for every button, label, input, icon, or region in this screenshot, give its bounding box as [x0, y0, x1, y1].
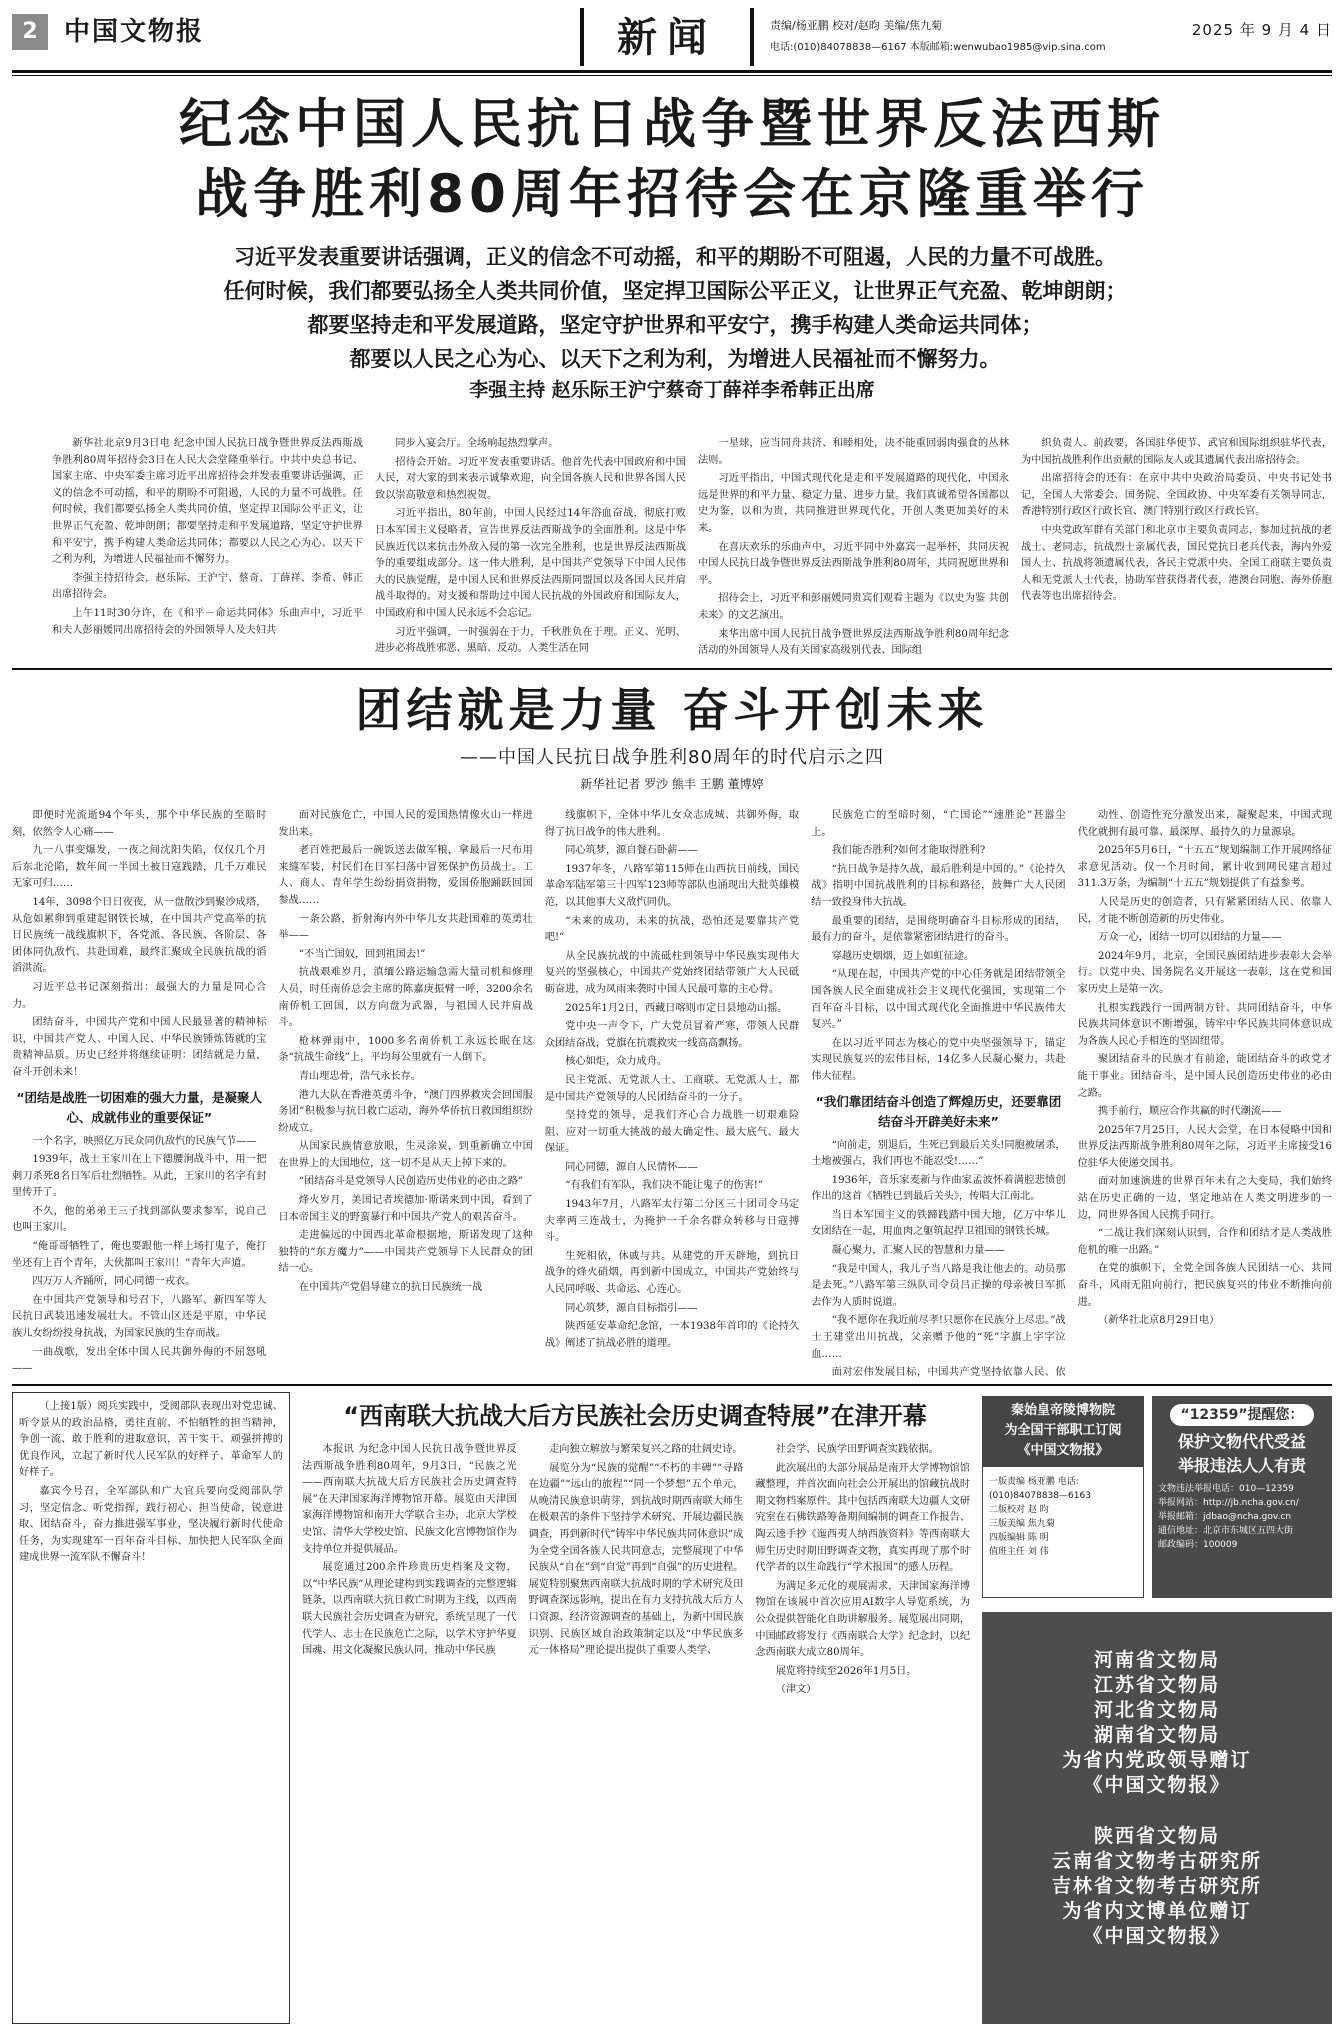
paragraph: 从全民族抗战的中流砥柱到领导中华民族实现伟大复兴的坚强核心，中国共产党始终团结带领广大人民砥砺奋进，成为凤雨来袭时中国人民最可靠的主心骨。	[544, 950, 800, 995]
paragraph: 凝心聚力，汇聚人民的智慧和力量——	[831, 1245, 1005, 1257]
paragraph: “抗日战争是持久战，最后胜利是中国的。”《论持久战》指明中国抗战胜利的目标和路径，鼓舞广大人民团结一致投身伟大抗战。	[811, 863, 1066, 908]
side-story-paragraph: 嘉宾今号召，全军部队和广大官兵要向受阅部队学习，坚定信念、听党指挥，践行初心、担当使命，锐意进取、团结奋斗，奋力推进强军事业，坚决履行新时代使命任务，为实现建军一百年奋斗目标、加快把人民军队全面建成世界一流军队不懈奋斗！	[19, 1485, 283, 1564]
editors-line: 责编/杨亚鹏 校对/赵昀 美编/焦九菊	[770, 19, 943, 32]
paragraph: “二战让我们深刻认识到，合作和团结才是人类战胜危机的唯一出路。”	[1077, 1228, 1333, 1256]
paragraph: 在中国共产党领导和号召下，八路军、新四军等人民抗日武装迅速发展壮大。不管山区还是平原，中华民族儿女纷纷投身抗战，为国家民族的生存而战。	[12, 1294, 267, 1340]
ad-staff-line: 三版美编 焦九菊	[989, 1519, 1055, 1529]
bureau-line: 陕西省文物局	[1093, 1825, 1220, 1847]
exhibit-body	[302, 1442, 970, 2024]
paragraph: 港九大队在香港英勇斗争，“澳门四界救灾会回国服务团”积极参与抗日救亡运动，海外华侨抗日救国组织纷纷成立。	[278, 1089, 533, 1134]
lead-column	[375, 436, 686, 658]
paragraph: 万众一心，团结一切可以团结的力量——	[1098, 932, 1282, 944]
paragraph: 青山埋忠骨，浩气永长存。	[298, 1070, 422, 1082]
ad-org: 秦始皇帝陵博物院	[1010, 1403, 1115, 1418]
bureau-line: 河北省文物局	[1093, 1699, 1220, 1721]
paragraph: 聚团结奋斗的民族才有前途，能团结奋斗的政党才能干事业。团结奋斗，是中国人民创造历史伟业的必由之路。	[1077, 1054, 1333, 1099]
paragraph: 习近平强调，一时强弱在于力，千秋胜负在于理。正义、光明、进步必将战胜邪恶、黑暗、反动。人类生活在同	[375, 626, 686, 655]
paragraph: 1936年，音乐家麦新与作曲家孟波怀着满腔悲愤创作出的这首《牺牲已到最后关头》，传唱大江南北。	[811, 1174, 1066, 1203]
paragraph: 2025年7月25日，人民大会堂，在日本侵略中国和世界反法西斯战争胜利80周年之际，习近平主席接受16位驻华大使递交国书。	[1077, 1124, 1333, 1169]
exhibit-headline: “西南联大抗战大后方民族社会历史调查特展”在津开幕	[343, 1402, 927, 1430]
paragraph: “向前走，别退后，生死已到最后关头!同胞被屠杀，土地被强占，我们再也不能忍受!……”	[811, 1139, 1066, 1168]
paragraph: 民族危亡的至暗时刻，“亡国论”“速胜论”甚嚣尘上。	[811, 810, 1066, 838]
rule	[12, 70, 1332, 73]
paragraph: 展览分为“民族的觉醒”“不朽的丰碑”“寻路在边疆”“远山的旅程”“同一个梦想”五个单元，从晚清民族意识萌芽，到抗战时期西南联大师生在极艰苦的条件下坚持学术研究、开展边疆民族调查，再到新时代“铸牢中华民族共同体意识”成为全党全国各族人民共同意志，完整展现了中华民族从“自在”到“自觉”再到“自强”的历史进程。展览特别聚焦西南联大抗战时期的学术研究及田野调查深远影响，提出在有力支持抗战大后方人口资源、经济资源调查的基础上，为新中国民族识别、民族区域自治政策制定以及“中华民族多元一体格局”理论提出提供了重要人类学、	[528, 1462, 744, 1657]
paper-name: 中国文物报	[64, 17, 205, 47]
paragraph: （新华社北京8月29日电）	[1098, 1315, 1220, 1327]
paragraph: 团结奋斗，中国共产党和中国人民最显著的精神标识，中国共产党人、中国人民、中华民族锤炼铸就的宝贵精神品质。历史已经并将继续证明：团结就是力量，奋斗开创未来！	[12, 1017, 267, 1078]
exhibit-column	[529, 1442, 744, 2024]
paragraph: 在党的旗帜下，全党全国各族人民团结一心、共同奋斗，风雨无阻向前行，把民族复兴的伟业不断推向前进。	[1077, 1263, 1333, 1308]
paragraph: 14年，3098个日日夜夜，从一盘散沙到聚沙成塔，从危如累卵到重建起钢铁长城，在中国共产党高举的抗日民族统一战线旗帜下，各党派、各民族、各阶层、各团体同仇敌忾、共赴国难，最终汇聚成全民族抗战的滔滔洪流。	[12, 896, 267, 975]
paragraph: 李强主持招待会，赵乐际、王沪宁、蔡奇、丁薛祥、李希、韩正出席招待会。	[52, 572, 363, 601]
feature-column	[545, 808, 799, 1378]
divider	[580, 8, 584, 66]
hotline-ad	[1152, 1396, 1332, 1598]
paragraph: 出席招待会的还有：在京中共中央政治局委员、中央书记处书记，全国人大常委会、国务院、全国政协、中央军委有关领导同志，香港特别行政区行政长官、澳门特别行政区行政长官。	[1021, 473, 1332, 518]
ad-staff-line: 一版责编 杨亚鹏 电话:(010)84078838—6163	[989, 1477, 1091, 1501]
hotline-title: “12359”提醒您：	[1170, 1404, 1313, 1426]
ad-staff-line: 二版校对 赵 昀	[989, 1505, 1049, 1515]
paragraph: 同心筑梦，源自餐石卧薪——	[565, 845, 698, 857]
bureau-line: 《中国文物报》	[1083, 1774, 1231, 1796]
paragraph: 一曲战歌，发出全体中国人民共御外侮的不屈怒吼——	[12, 1346, 267, 1375]
ad-staff-line: 值班主任 刘 伟	[989, 1547, 1049, 1557]
paragraph: 中央党政军群有关部门和北京市主要负责同志，参加过抗战的老战士、老同志，抗战烈士亲属代表，国民党抗日老兵代表，海内外爱国人士、抗战将领遗属代表，各民主党派中央、全国工商联主要负责人和无党派人士代表，协助军营获得者代表，港澳台同胞、海外侨胞代表等也出席招待会。	[1021, 524, 1332, 603]
subhead-line: 都要以人民之心为心、以天下之利为利，为增进人民福祉而不懈努力。	[349, 347, 1001, 371]
paragraph: 老百姓把最后一碗饭送去做军粮，拿最后一尺布用来缝军装，村民们在日军扫荡中冒死保护伤员战士。工人、商人、青年学生纷纷捐资捐物，爱国侨胞踊跃回国参战……	[278, 845, 533, 906]
paragraph: 一星球，应当同舟共济、和睦相处，决不能重回弱肉强食的丛林法则。	[698, 438, 1009, 466]
paragraph: 不久，他的弟弟王三子找到部队要求参军，说自己也叫王家川。	[12, 1205, 267, 1234]
paragraph: 展览通过200余件珍贵历史档案及文物，以“中华民族”从理论建构到实践调查的完整逻辑链条，以西南联大抗日救亡时期为主线，以西南联大民族社会历史调查为研究，系统呈现了一代代学人、志士在民族危亡之际，以学术守护华夏国魂、用文化凝聚民族认同，推动中华民族	[302, 1562, 517, 1657]
paragraph: 携手前行，顺应合作共赢的时代潮流——	[1098, 1106, 1282, 1118]
paragraph: 人民是历史的创造者，只有紧紧团结人民、依靠人民，才能不断创造新的历史伟业。	[1077, 896, 1333, 925]
issue-date: 2025 年 9 月 4 日	[1191, 21, 1332, 39]
paragraph: 抗战艰难岁月，滇缅公路运输急需大量司机和修理人员，时任南侨总会主席的陈嘉庚振臂一呼，3200余名南侨机工回国，以方向盘为武器，与祖国人民并肩战斗。	[278, 967, 533, 1029]
paragraph: 1943年7月，八路军太行第二分区三十团司令马定夫率两三连战士，为掩护一千余名群众转移与日寇搏斗。	[544, 1199, 800, 1244]
hotline-detail: 文物违法举报电话：010—12359	[1158, 1484, 1294, 1494]
side-story	[12, 1392, 290, 2024]
paragraph: 我们能否胜利?如何才能取得胜利?	[831, 845, 986, 857]
feature-subtitle: ——中国人民抗日战争胜利80周年的时代启示之四	[460, 747, 884, 768]
lead-column	[52, 436, 363, 658]
hotline-detail: 邮政编码：100009	[1158, 1540, 1238, 1550]
divider	[750, 8, 754, 66]
subscription-ad	[982, 1396, 1144, 1598]
lead-column	[1021, 436, 1332, 658]
paragraph: 习近平总书记深刻指出：最强大的力量是同心合力。	[12, 981, 267, 1010]
paragraph: 展览将持续至2026年1月5日。	[775, 1665, 917, 1677]
paragraph: 民主党派、无党派人士、工商联、无党派人士，都是中国共产党领导的人民团结奋斗的一分子。	[544, 1074, 800, 1103]
paragraph: 习近平指出，80年前，中国人民经过14年浴血奋战，彻底打败日本军国主义侵略者，宣告世界反法西斯战争的全面胜利。这是中华民族近代以来抗击外敌入侵的第一次完全胜利，也是世界反法西斯战争的重要组成部分。这一伟大胜利，是中国共产党领导下中国人民伟大的民族觉醒，是中国人民和世界反法西斯同盟国以及各国人民并肩战斗取得的。对支援和帮助过中国人民抗战的外国政府和国际友人，中国政府和中国人民永远不会忘记。	[375, 508, 686, 619]
exhibit-column	[302, 1442, 517, 2024]
exhibit-column	[755, 1442, 970, 2024]
hotline-detail: 通信地址：北京市东城区五四大街	[1158, 1526, 1294, 1536]
paragraph: 当日本军国主义的铁蹄践踏中国大地，亿万中华儿女团结在一起，用血肉之躯筑起捍卫祖国的钢铁长城。	[811, 1209, 1066, 1238]
paragraph: 从国家民族情意放眼，生灵涂炭，到重新确立中国在世界上的大国地位，这一切不是从天上掉下来的。	[278, 1141, 533, 1169]
paragraph: 1937年冬，八路军第115师在山西抗日前线，国民革命军陆军第三十四军123师等部队也涌现出大批英雄模范，以其他事大义敌忾同仇。	[544, 863, 800, 908]
paragraph: 本报讯 为纪念中国人民抗日战争暨世界反法西斯战争胜利80周年，9月3日，“民族之光——西南联大抗战大后方民族社会历史调查特展”在天津国家海洋博物馆开幕。展览由天津国家海洋博物馆和南开大学联合主办，北京大学校史馆、清华大学校史馆、民族文化宫博物馆作为支持单位并提供展品。	[302, 1444, 517, 1555]
contact-line: 电话:(010)84078838—6167 本版邮箱:wenwubao1985@vip.sina.com	[770, 42, 1106, 53]
paragraph: 穿越历史烟烟，迈上如虹征途。	[831, 950, 975, 962]
masthead	[12, 14, 1332, 64]
hotline-detail: 举报网站：http://jb.ncha.gov.cn/	[1158, 1498, 1299, 1508]
headline-line: 战争胜利80周年招待会在京隆重举行	[195, 164, 1149, 225]
lead-body	[52, 436, 1332, 658]
paragraph: 枪林弹雨中，1000多名南侨机工永远长眠在这条“抗战生命线”上，平均每公里就有一人倒下。	[278, 1035, 533, 1064]
paragraph: “我不愿你在我近前尽孝!只愿你在民族分上尽忠。”战士王建堂出川抗战，父亲赠予他的“死”字旗上字字泣血……	[811, 1315, 1066, 1360]
paragraph: 来华出席中国人民抗日战争暨世界反法西斯战争胜利80周年纪念活动的外国领导人及有关国家高级别代表、国际组	[698, 628, 1009, 657]
subhead-line: 都要坚持走和平发展道路，坚定守护世界和平安宁，携手构建人类命运共同体；	[307, 313, 1043, 337]
paragraph: “不当亡国奴，回到祖国去!”	[298, 948, 426, 960]
paragraph: 最重要的团结，是围绕明确奋斗目标形成的团结，最有力的奋斗，是依靠紧密团结进行的奋斗。	[811, 915, 1066, 944]
rule	[12, 668, 1332, 670]
bureau-line: 吉林省文物考古研究所	[1051, 1875, 1262, 1897]
lead-column	[698, 436, 1009, 658]
feature-column	[811, 808, 1065, 1378]
paragraph: 一条公路，折射海内外中华儿女共赴国难的英勇壮举——	[278, 913, 533, 942]
paragraph: 织负责人、前政要，各国驻华使节、武官和国际组织驻华代表，为中国抗战胜利作出贡献的国际友人或其遗属代表出席招待会。	[1021, 438, 1332, 466]
paragraph: 走向独立解放与繁荣复兴之路的壮阔史诗。	[549, 1444, 743, 1455]
paragraph: 生死相依，休戚与共。从建党的开天辟地，到抗日战争的烽火硝烟，再到新中国成立，中国共产党始终与人民同呼吸、共命运、心连心。	[544, 1250, 800, 1296]
side-story-intro: （上接1版）阅兵实践中，受阅部队表现出对党忠诚、听令景从的政治品格，勇往直前、不怕牺牲的担当精神，争创一流、敢于胜利的进取意识，苦干实干、顽强拼搏的优良作风，立起了新时代人民军队的好样子、革命军人的好样子。	[19, 1401, 283, 1479]
feature-body	[12, 808, 1332, 1378]
paragraph: 即便时光流逝94个年头，那个中华民族的至暗时刻，依然令人心痛——	[12, 810, 267, 838]
ad-line: 《中国文物报》	[1017, 1443, 1109, 1458]
paragraph: “我是中国人，我儿子当八路是我让他去的。动员那是去死。”八路军第三纵队司令员吕正操的母亲被日军抓去作为人质时说道。	[811, 1263, 1066, 1308]
paragraph: 新华社北京9月3日电 纪念中国人民抗日战争暨世界反法西斯战争胜利80周年招待会3日在人民大会堂隆重举行。中共中央总书记、国家主席、中央军委主席习近平出席招待会并发表重要讲话强调，正义的信念不可动摇，和平的期盼不可阻遏，人民的力量不可战胜。任何时候，我们都要弘扬全人类共同价值，坚定捍卫国际公平正义，让世界正气充盈、乾坤朗朗；都要坚持走和平发展道路，坚定守护世界和平安宁，携手构建人类命运共同体；都要以人民之心为心、以天下之利为利，为增进人民福祉而不懈努力。	[52, 438, 363, 566]
paragraph: 同步入宴会厅。全场响起热烈掌声。	[395, 438, 559, 449]
paragraph: 社会学、民族学田野调查实践依据。	[775, 1444, 939, 1455]
bureau-line: 为省内文博单位赠订	[1062, 1900, 1252, 1922]
bureau-line: 云南省文物考古研究所	[1051, 1850, 1262, 1872]
paragraph: 2025年1月2日，西藏日喀则市定日县地动山摇。	[565, 1002, 788, 1014]
lead-hosts: 李强主持 赵乐际王沪宁蔡奇丁薛祥李希韩正出席	[469, 379, 875, 401]
feature-column	[1078, 808, 1332, 1378]
feature-headline: 团结就是力量 奋斗开创未来	[355, 683, 989, 737]
paragraph: 面对民族危亡，中国人民的爱国热情像火山一样迸发出来。	[278, 810, 533, 838]
paragraph: 面对宏伟发展目标，中国共产党坚持依靠人民、依	[831, 1367, 1066, 1378]
paragraph: “有我们有军队，我们决不能让鬼子的伤害!”	[565, 1180, 764, 1192]
paragraph: 招待会开始。习近平发表重要讲话。他首先代表中国政府和中国人民，对大家的到来表示诚挚欢迎，向全国各族人民和世界各国人民致以崇高敬意和热烈祝贺。	[375, 456, 686, 501]
bureau-line: 《中国文物报》	[1083, 1925, 1231, 1947]
feature-subheading: “我们靠团结奋斗创造了辉煌历史，还要靠团结奋斗开辟美好未来”	[815, 1093, 1062, 1129]
lead-headline	[12, 90, 1332, 230]
paragraph: 坚持党的领导，是我们齐心合力战胜一切艰难险阻、应对一切重大挑战的最大确定性、最大底气、最大保证。	[544, 1110, 800, 1155]
bureau-line: 湖南省文物局	[1093, 1724, 1220, 1746]
lead-subhead	[60, 240, 1290, 376]
feature-column	[12, 808, 266, 1378]
rule	[12, 75, 1332, 76]
paragraph: 在中国共产党倡导建立的抗日民族统一战	[298, 1282, 483, 1294]
paragraph: 此次展出的大部分展品是南开大学博物馆馆藏整理，并首次面向社会公开展出的馆藏抗战时期文物档案原件。其中包括西南联大边疆人文研究室在石佛铁路筹备期间编制的调查工作报告、陶云逵手抄《迤西夷人纳西族资料》等西南联大师生历史时期田野调查文物，真实再现了那个时代学者的以生命践行“学术报国”的感人历程。	[755, 1462, 971, 1574]
paragraph: 在以习近平同志为核心的党中央坚强领导下，锚定实现民族复兴的宏伟目标，14亿多人民凝心聚力，共赴伟大征程。	[811, 1037, 1066, 1082]
paragraph: 习近平指出，中国式现代化是走和平发展道路的现代化，中国永远是世界的和平力量、稳定力量、进步力量。我们真诚希望各国都以史为鉴，以和为贵，共同推进世界现代化，开创人类更加美好的未来。	[698, 473, 1009, 534]
subhead-line: 任何时候，我们都要弘扬全人类共同价值，坚定捍卫国际公平正义，让世界正气充盈、乾坤朗朗；	[223, 279, 1127, 303]
paragraph: 线旗帜下，全体中华儿女众志成城、共御外侮，取得了抗日战争的伟大胜利。	[544, 810, 800, 838]
hotline-slogan: 保护文物代代受益	[1177, 1432, 1306, 1451]
paragraph: 上午11时30分许，在《和平－命运共同体》乐曲声中，习近平和夫人彭丽媛同出席招待会的外国领导人及夫妇共	[52, 607, 363, 636]
bureau-line: 江苏省文物局	[1093, 1674, 1220, 1696]
headline-line: 纪念中国人民抗日战争暨世界反法西斯	[179, 94, 1165, 155]
paragraph: 同心同德，源自人民情怀——	[565, 1161, 698, 1173]
paragraph: 2025年5月6日，“十五五”规划编制工作开展网络征求意见活动。仅一个月时间，累计收到网民建言超过311.3万条，为编制“十五五”规划提供了有益参考。	[1077, 845, 1333, 890]
paragraph: 在喜庆欢乐的乐曲声中，习近平同中外嘉宾一起举杯，共同庆祝中国人民抗日战争暨世界反法西斯战争胜利80周年，共同祝愿世界和平。	[698, 541, 1009, 586]
feature-column	[278, 808, 532, 1378]
paragraph: 为满足多元化的观展需求，天津国家海洋博物馆在该展中首次应用AI数字人导览系统，为公众提供智能化自助讲解服务。展览展出同期，中国邮政将发行《西南联合大学》纪念封，以纪念西南联大成立80周年。	[755, 1580, 971, 1659]
paragraph: 核心如炬，众力成舟。	[565, 1056, 668, 1068]
bureau-line: 河南省文物局	[1093, 1649, 1220, 1671]
paragraph: “俺哥哥牺牲了，俺也要跟他一样上场打鬼子，俺打坐还有上百个青年，大伙都叫王家川！”青年大声道。	[12, 1241, 267, 1269]
rule	[12, 1384, 1332, 1386]
paragraph: 动性、创造性充分激发出来，凝聚起来，中国式现代化就拥有最可靠、最深厚、最持久的力量源泉。	[1077, 810, 1333, 838]
feature-subheading: “团结是战胜一切困难的强大力量，是凝聚人心、成就伟业的重要保证”	[16, 1089, 263, 1125]
paragraph: 走进偏远的中国西北革命根据地，斯诺发现了这种独特的“东方魔力”——中国共产党领导下人民群众的团结一心。	[278, 1230, 533, 1275]
hotline-detail: 举报邮箱：jdbao@ncha.gov.cn	[1158, 1512, 1292, 1522]
paragraph: 党中央一声令下，广大党员冒着严寒，带领人民群众团结奋战，党旗在抗震救灾一线高高飘扬。	[544, 1021, 800, 1049]
paragraph: 招待会上，习近平和彭丽媛同贵宾们观看主题为《以史为鉴 共创未来》的文艺演出。	[698, 593, 1009, 621]
paragraph: “未来的成功，未来的抗战，恐怕还是要靠共产党吧!”	[544, 915, 800, 944]
paragraph: “团结奋斗是党领导人民创造历史伟业的必由之路”	[298, 1176, 524, 1188]
ad-staff-line: 四版编辑 陈 明	[989, 1533, 1049, 1543]
paragraph: 九一八事变爆发，一夜之间沈阳失陷，仅仅几个月后东北沦陷，数年间一半国土被日寇践踏，几千万难民无家可归……	[12, 845, 267, 890]
paragraph: 一个名字，映照亿万民众同仇敌忾的民族气节——	[32, 1135, 257, 1147]
paragraph: 同心筑梦，源自目标指引——	[565, 1302, 698, 1314]
bureau-line: 为省内党政领导赠订	[1062, 1749, 1252, 1771]
paragraph: 陕西延安革命纪念馆，一本1938年首印的《论持久战》阐述了抗战必胜的道理。	[544, 1321, 800, 1349]
paragraph: 面对加速演进的世界百年未有之大变局，我们始终站在历史正确的一边，坚定地站在人类文明进步的一边，同世界各国人民携手同行。	[1077, 1176, 1333, 1221]
paragraph: “从现在起，中国共产党的中心任务就是团结带领全国各族人民全面建成社会主义现代化强国，实现第二个百年奋斗目标，以中国式现代化全面推进中华民族伟大复兴。”	[811, 969, 1066, 1031]
subhead-line: 习近平发表重要讲话强调，正义的信念不可动摇，和平的期盼不可阻遏，人民的力量不可战胜。	[234, 245, 1116, 269]
paragraph: 2024年9月，北京，全国民族团结进步表彰大会举行。以党中央、国务院名义开展这一表彰，这在党和国家历史上是第一次。	[1077, 950, 1333, 995]
hotline-slogan: 举报违法人人有责	[1177, 1456, 1306, 1475]
section-title: 新闻	[617, 15, 717, 61]
ad-line: 为全国干部职工订阅	[1004, 1423, 1122, 1438]
paragraph: 扎根实践践行一国两制方针、共同团结奋斗，中华民族共同体意识不断增强，铸牢中华民族共同体意识成为各族人民心手相连的坚固纽带。	[1077, 1002, 1333, 1047]
paragraph: 四万万人齐踊所，同心同德一戎衣。	[32, 1276, 196, 1288]
paragraph: 1939年，战士王家川在上下德腰涧战斗中，用一把刺刀杀死8名日军后壮烈牺牲。从此，王家川的名字有封里传开了。	[12, 1154, 267, 1199]
paragraph: （津文）	[775, 1684, 817, 1696]
bureaus-ad	[982, 1612, 1332, 2024]
feature-byline: 新华社记者 罗沙 熊丰 王鹏 董博婷	[580, 777, 764, 791]
paragraph: 烽火岁月，美国记者埃德加·斯诺来到中国，看到了日本帝国主义的野蛮暴行和中国共产党人的艰苦奋斗。	[278, 1195, 533, 1223]
page-number: 2	[12, 14, 48, 50]
